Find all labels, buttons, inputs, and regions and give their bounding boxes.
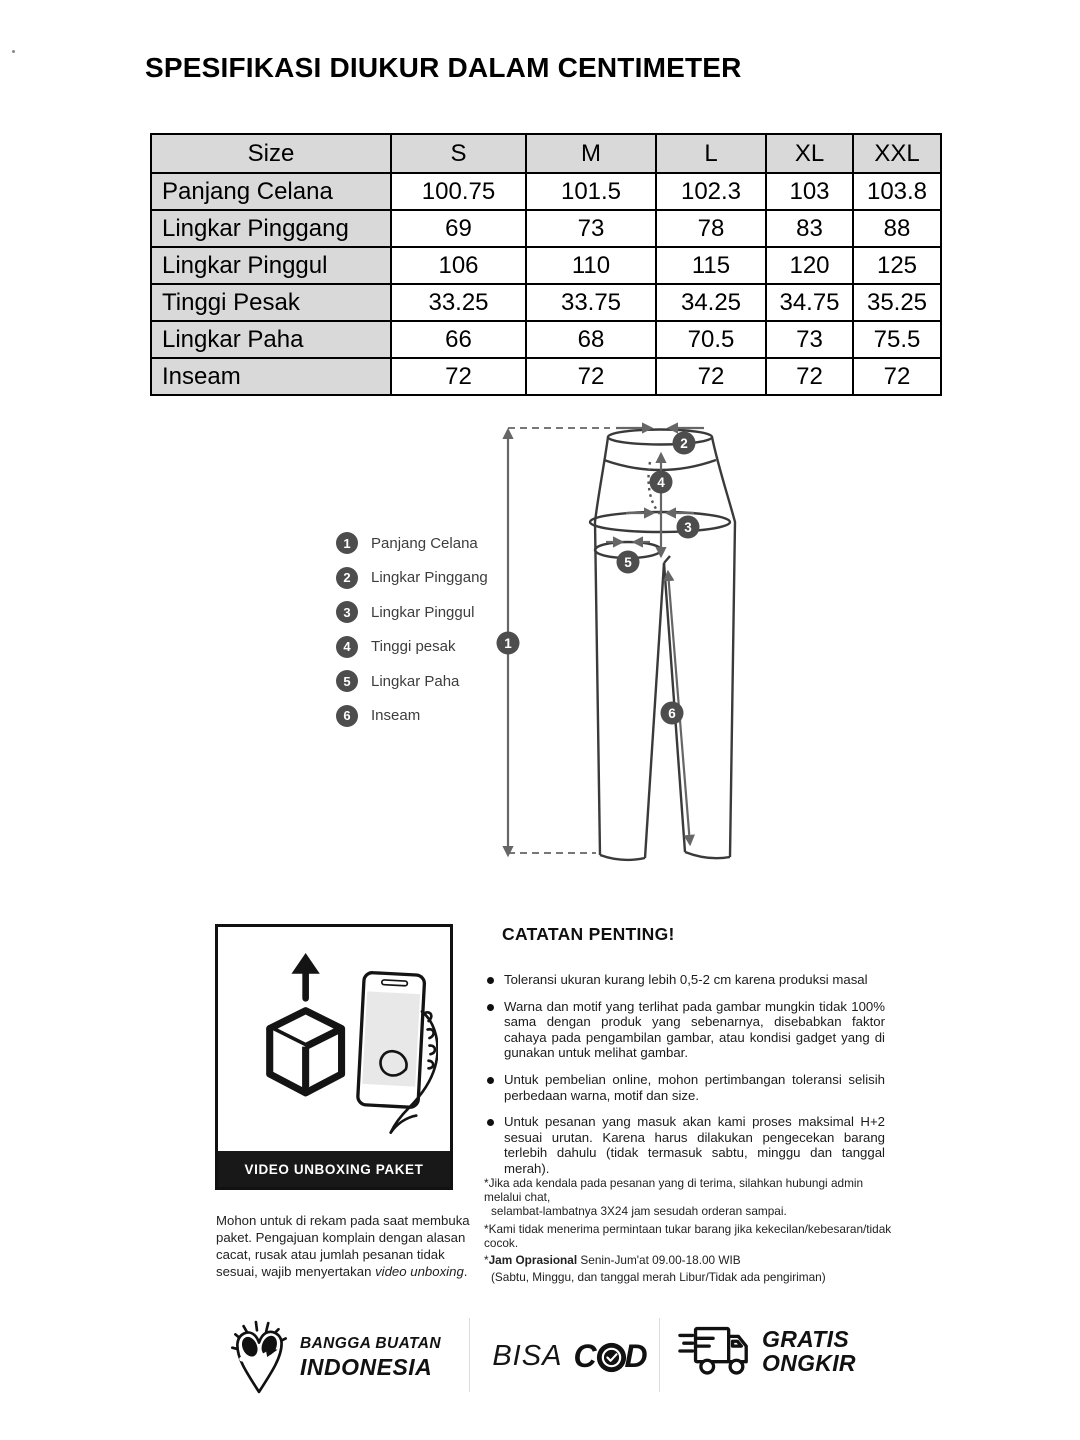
legend-item xyxy=(336,705,488,727)
marker-5-badge xyxy=(617,551,640,574)
page-title: SPESIFIKASI DIUKUR DALAM CENTIMETER xyxy=(145,52,742,83)
table-cell: 102.3 xyxy=(656,173,766,210)
footer-badge-gratis-ongkir xyxy=(678,1322,856,1380)
svg-text:4: 4 xyxy=(657,474,665,490)
footer-divider xyxy=(469,1318,470,1392)
legend-item xyxy=(336,532,488,554)
diagram-legend xyxy=(336,532,488,739)
marker-4-badge xyxy=(650,471,673,494)
col-header-m: M xyxy=(526,134,656,173)
hand-phone-box-icon xyxy=(230,930,438,1148)
unboxing-note-italic: video unboxing xyxy=(375,1264,464,1279)
footnote: *Jam Oprasional Senin-Jum'at 09.00-18.00 WIB xyxy=(484,1253,741,1268)
row-label: Panjang Celana xyxy=(151,173,391,210)
table-cell: 35.25 xyxy=(853,284,941,321)
table-cell: 73 xyxy=(766,321,853,358)
table-cell: 34.25 xyxy=(656,284,766,321)
table-cell: 33.25 xyxy=(391,284,526,321)
table-row xyxy=(151,173,941,210)
svg-text:1: 1 xyxy=(504,635,512,651)
table-cell: 115 xyxy=(656,247,766,284)
row-label: Inseam xyxy=(151,358,391,395)
col-header-xxl: XXL xyxy=(853,134,941,173)
table-cell: 101.5 xyxy=(526,173,656,210)
measure-dashed-lines xyxy=(508,428,610,853)
legend-item xyxy=(336,601,488,623)
circle-check-icon xyxy=(596,1342,627,1373)
bullet-dot xyxy=(487,1004,494,1011)
legend-item-label: Lingkar Paha xyxy=(371,672,460,690)
legend-item xyxy=(336,567,488,589)
arrow-up-icon xyxy=(291,953,319,974)
legend-number-badge: 6 xyxy=(336,705,358,727)
footnote: *Jika ada kendala pada pesanan yang di terima, silahkan hubungi admin melalui chat, selambat-lambatnya 3X24 jam sesudah orderan sampai. xyxy=(484,1176,864,1219)
footer-badge-bisa-cod xyxy=(482,1318,658,1394)
table-cell: 106 xyxy=(391,247,526,284)
note-bullet: Untuk pembelian online, mohon pertimbangan toleransi selisih perbedaan warna, motif dan size. xyxy=(487,1072,885,1103)
row-label: Tinggi Pesak xyxy=(151,284,391,321)
table-row xyxy=(151,284,941,321)
table-cell: 83 xyxy=(766,210,853,247)
marker-6-badge xyxy=(661,702,684,725)
col-header-xl: XL xyxy=(766,134,853,173)
footnote: (Sabtu, Minggu, dan tanggal merah Libur/Tidak ada pengiriman) xyxy=(491,1270,826,1285)
legend-number-badge: 2 xyxy=(336,567,358,589)
svg-text:5: 5 xyxy=(624,554,632,570)
delivery-truck-icon xyxy=(678,1322,754,1380)
table-cell: 72 xyxy=(526,358,656,395)
legend-number-badge: 3 xyxy=(336,601,358,623)
table-cell: 68 xyxy=(526,321,656,358)
unboxing-note: Mohon untuk di rekam pada saat membuka paket. Pengajuan komplain dengan alasan cacat, rusak atau jumlah pesanan tidak sesuai, wajib menyertakan video unboxing. xyxy=(216,1213,470,1279)
table-cell: 72 xyxy=(766,358,853,395)
table-cell: 72 xyxy=(656,358,766,395)
legend-item xyxy=(336,636,488,658)
marker-3-badge xyxy=(677,516,700,539)
footer-badge1-text: BANGGA BUATAN INDONESIA xyxy=(300,1335,441,1380)
table-cell: 34.75 xyxy=(766,284,853,321)
legend-number-badge: 5 xyxy=(336,670,358,692)
package-box-icon xyxy=(270,1011,342,1093)
table-cell: 70.5 xyxy=(656,321,766,358)
marker-1-badge xyxy=(497,632,520,655)
bisa-label: BISA xyxy=(492,1339,563,1372)
table-cell: 78 xyxy=(656,210,766,247)
bullet-dot xyxy=(487,1077,494,1084)
legend-item-label: Inseam xyxy=(371,707,421,724)
table-cell: 72 xyxy=(853,358,941,395)
footnote: *Kami tidak menerima permintaan tukar barang jika kekecilan/kebesaran/tidak cocok. xyxy=(484,1221,892,1250)
row-label: Lingkar Pinggul xyxy=(151,247,391,284)
important-notes-section xyxy=(487,924,885,1188)
table-cell: 69 xyxy=(391,210,526,247)
svg-text:2: 2 xyxy=(680,435,688,451)
table-cell: 73 xyxy=(526,210,656,247)
legend-item xyxy=(336,670,488,692)
cod-label: C D xyxy=(573,1337,648,1374)
table-row xyxy=(151,358,941,395)
note-bullet: Untuk pesanan yang masuk akan kami proses maksimal H+2 sesuai urutan. Karena harus dilakukan pengecekan barang terlebih dahulu (tidak termasuk sabtu, minggu dan tanggal merah). xyxy=(487,1114,885,1176)
pants-outline xyxy=(590,430,735,860)
table-cell: 125 xyxy=(853,247,941,284)
table-cell: 120 xyxy=(766,247,853,284)
row-label: Lingkar Pinggang xyxy=(151,210,391,247)
footer-badge3-text: GRATIS ONGKIR xyxy=(762,1326,856,1376)
unboxing-caption-bar: VIDEO UNBOXING PAKET xyxy=(218,1151,450,1187)
video-unboxing-card xyxy=(215,924,453,1190)
legend-number-badge: 1 xyxy=(336,532,358,554)
bullet-dot xyxy=(487,977,494,984)
table-row xyxy=(151,210,941,247)
footer-badge-bangga-buatan-indonesia xyxy=(228,1320,441,1396)
size-table xyxy=(150,133,942,396)
table-cell: 103 xyxy=(766,173,853,210)
table-row xyxy=(151,321,941,358)
footer-divider xyxy=(659,1318,660,1392)
table-cell: 110 xyxy=(526,247,656,284)
legend-item-label: Lingkar Pinggang xyxy=(371,569,488,586)
legend-item-label: Panjang Celana xyxy=(371,534,478,552)
marker-2-badge xyxy=(673,432,696,455)
note-bullet: Toleransi ukuran kurang lebih 0,5-2 cm karena produksi masal xyxy=(487,972,885,988)
col-header-s: S xyxy=(391,134,526,173)
heart-burst-icon xyxy=(228,1320,290,1396)
footnotes xyxy=(484,1176,896,1287)
stray-dot xyxy=(12,50,15,53)
legend-item-label: Lingkar Pinggul xyxy=(371,603,475,621)
smartphone-icon xyxy=(357,972,424,1107)
table-cell: 103.8 xyxy=(853,173,941,210)
col-header-size: Size xyxy=(151,134,391,173)
table-cell: 33.75 xyxy=(526,284,656,321)
note-bullet: Warna dan motif yang terlihat pada gambar mungkin tidak 100% sama dengan produk yang sebenarnya, disebabkan faktor cahaya pada pengambilan gambar, atau kondisi gadget yang di gunakan untuk melihat gambar. xyxy=(487,999,885,1061)
notes-heading: CATATAN PENTING! xyxy=(502,924,675,944)
legend-item-label: Tinggi pesak xyxy=(371,638,456,655)
table-cell: 88 xyxy=(853,210,941,247)
bullet-dot xyxy=(487,1119,494,1126)
table-cell: 66 xyxy=(391,321,526,358)
legend-number-badge: 4 xyxy=(336,636,358,658)
measure-arrows xyxy=(508,428,704,855)
table-cell: 72 xyxy=(391,358,526,395)
svg-text:3: 3 xyxy=(684,519,692,535)
table-cell: 100.75 xyxy=(391,173,526,210)
row-label: Lingkar Paha xyxy=(151,321,391,358)
table-row xyxy=(151,247,941,284)
size-table-header-row xyxy=(151,134,941,173)
col-header-l: L xyxy=(656,134,766,173)
table-cell: 75.5 xyxy=(853,321,941,358)
svg-text:6: 6 xyxy=(668,705,676,721)
unboxing-illustration xyxy=(218,927,450,1151)
